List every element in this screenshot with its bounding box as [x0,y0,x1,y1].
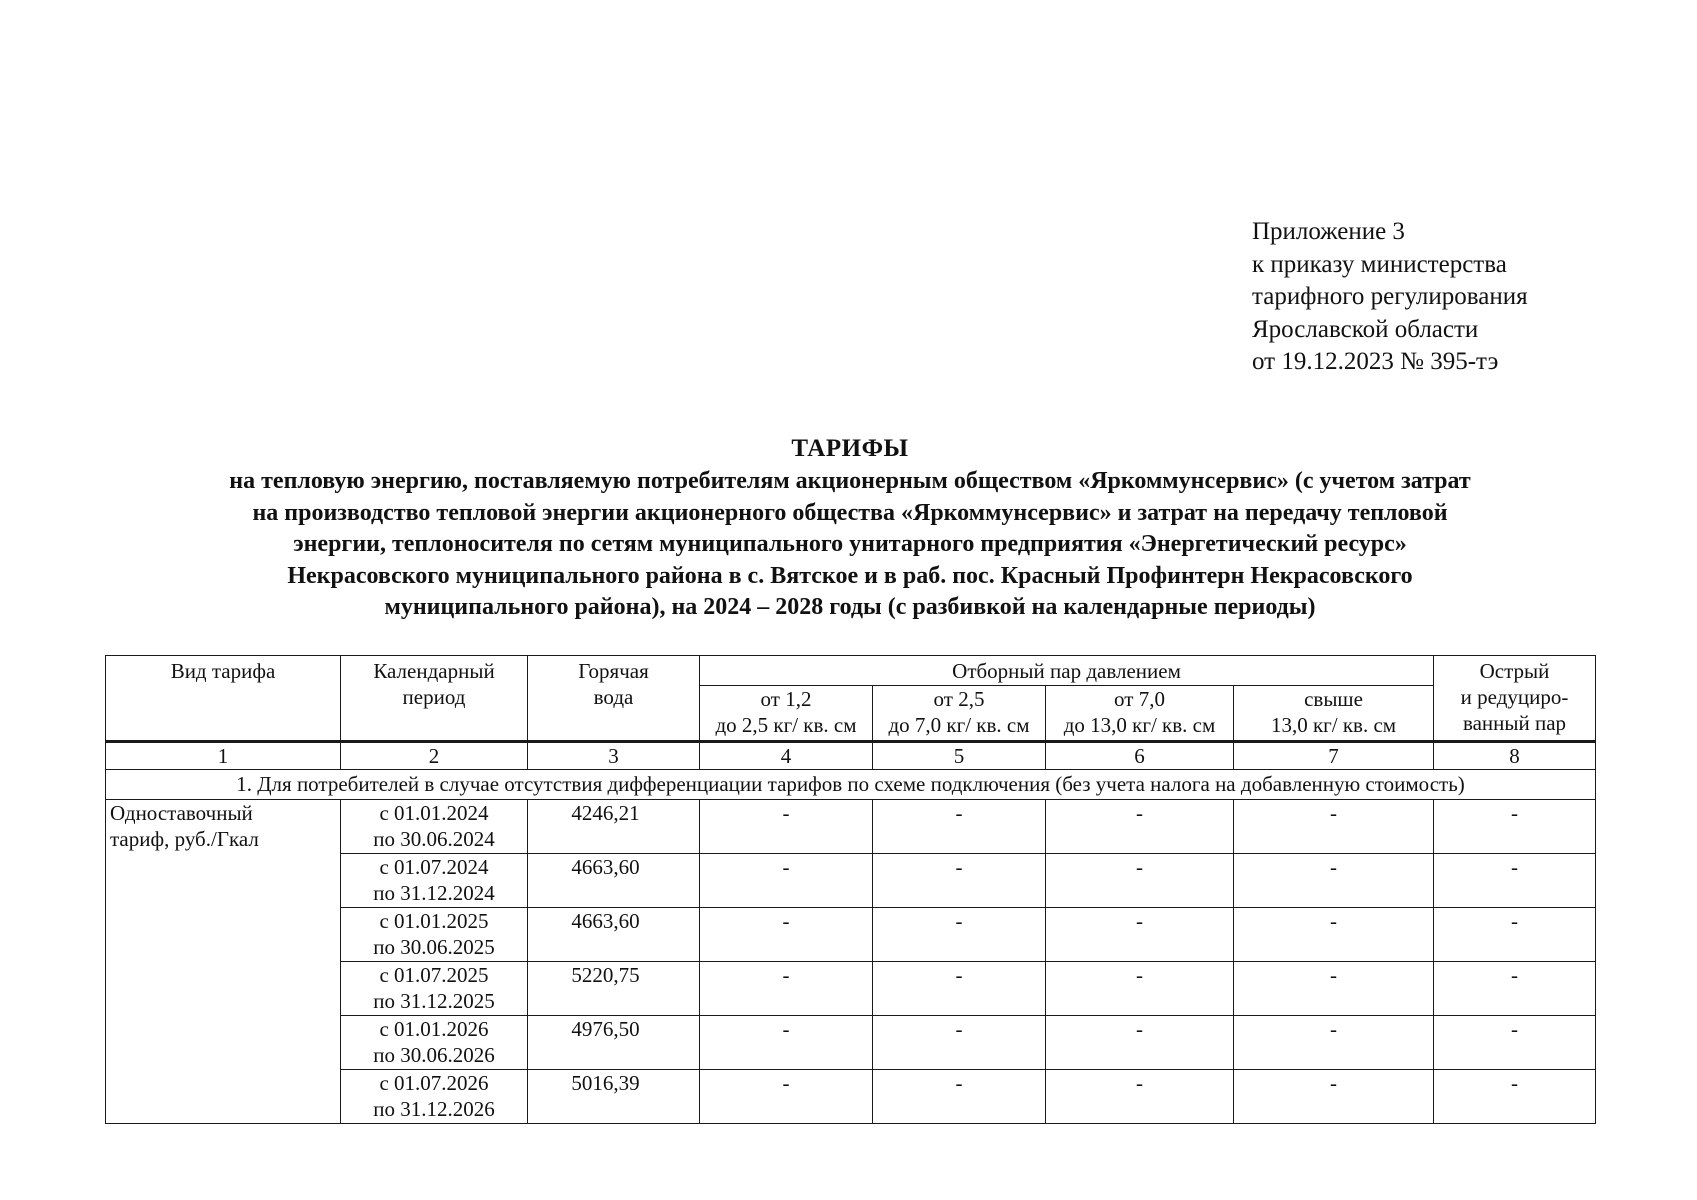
period-cell [341,800,528,854]
column-number: 2 [341,742,528,770]
period-from: с 01.07.2024 [379,855,489,879]
column-number: 3 [528,742,700,770]
header-period-line: Календарный [373,659,495,683]
steam-3-value: - [1046,962,1234,1016]
header-steam-3 [1046,686,1234,742]
header-sharp-line: ванный пар [1462,711,1567,735]
column-number: 5 [873,742,1046,770]
steam-1-value: - [700,908,873,962]
steam-3-value: - [1046,800,1234,854]
header-period-line: период [402,685,466,709]
appendix-line: к приказу министерства [1252,250,1507,278]
header-steam-line: свыше [1304,687,1363,711]
appendix-block [1252,216,1528,379]
section-title: 1. Для потребителей в случае отсутствия дифференциации тарифов по схеме подключения (без учета налога на добавленную стоимость) [106,770,1596,800]
appendix-line: тарифного регулирования [1252,283,1528,310]
period-cell [341,962,528,1016]
header-steam-line: 13,0 кг/ кв. см [1270,713,1397,737]
sharp-steam-value: - [1434,908,1596,962]
steam-3-value: - [1046,1016,1234,1070]
header-sharp-line: и редуциро- [1460,685,1569,709]
appendix-line: Ярославской области [1252,315,1479,343]
steam-4-value: - [1234,1070,1434,1124]
period-cell [341,1070,528,1124]
period-cell [341,854,528,908]
header-steam-line: от 2,5 [933,687,985,711]
steam-2-value: - [873,1070,1046,1124]
sharp-steam-value: - [1434,800,1596,854]
steam-4-value: - [1234,908,1434,962]
steam-2-value: - [873,1016,1046,1070]
hot-water-value: 4663,60 [528,854,700,908]
subtitle-line: энергии, теплоносителя по сетям муниципального унитарного предприятия «Энергетический ресурс» [293,531,1407,557]
header-sharp-line: Острый [1479,659,1550,683]
document-subtitle [80,466,1620,624]
header-steam-2 [873,686,1046,742]
column-number: 8 [1434,742,1596,770]
header-hot-water [528,656,700,742]
period-from: с 01.07.2025 [379,963,489,987]
header-hot-water-line: вода [593,685,634,709]
steam-4-value: - [1234,962,1434,1016]
header-steam-4 [1234,686,1434,742]
header-hot-water-line: Горячая [578,659,649,683]
header-steam-line: до 2,5 кг/ кв. см [715,713,857,737]
period-from: с 01.07.2026 [379,1071,489,1095]
sharp-steam-value: - [1434,1016,1596,1070]
header-sharp-steam [1434,656,1596,742]
appendix-line: Приложение 3 [1252,218,1405,245]
hot-water-value: 4976,50 [528,1016,700,1070]
header-steam-line: от 7,0 [1114,687,1165,711]
header-row [106,656,1596,686]
column-number: 4 [700,742,873,770]
header-steam-1 [700,686,873,742]
period-to: по 31.12.2024 [373,881,495,905]
hot-water-value: 4246,21 [528,800,700,854]
header-tariff-type: Вид тарифа [106,656,341,742]
period-to: по 31.12.2025 [373,989,495,1013]
steam-2-value: - [873,800,1046,854]
period-from: с 01.01.2024 [379,801,489,825]
period-to: по 31.12.2026 [373,1097,495,1121]
subtitle-line: на тепловую энергию, поставляемую потребителям акционерным обществом «Яркоммунсервис» (с учетом затрат [229,468,1471,494]
steam-4-value: - [1234,800,1434,854]
document-title: ТАРИФЫ [791,435,909,462]
period-from: с 01.01.2025 [379,909,489,933]
header-steam-line: до 13,0 кг/ кв. см [1063,713,1216,737]
sharp-steam-value: - [1434,962,1596,1016]
document-heading [80,432,1620,624]
period-from: с 01.01.2026 [379,1017,489,1041]
steam-1-value: - [700,854,873,908]
column-number: 7 [1234,742,1434,770]
period-cell [341,1016,528,1070]
header-steam-line: от 1,2 [760,687,812,711]
subtitle-line: на производство тепловой энергии акционерного общества «Яркоммунсервис» и затрат на передачу тепловой [252,499,1448,526]
steam-4-value: - [1234,854,1434,908]
steam-1-value: - [700,1070,873,1124]
column-number: 6 [1046,742,1234,770]
header-period [341,656,528,742]
period-cell [341,908,528,962]
tariff-type-line: тариф, руб./Гкал [110,827,259,851]
hot-water-value: 5016,39 [528,1070,700,1124]
steam-2-value: - [873,962,1046,1016]
header-steam-line: до 7,0 кг/ кв. см [888,713,1030,737]
steam-4-value: - [1234,1016,1434,1070]
header-steam-group: Отборный пар давлением [700,656,1434,686]
subtitle-line: Некрасовского муниципального района в с. Вятское и в раб. пос. Красный Профинтерн Некрасовского [287,562,1413,589]
column-number-row [106,742,1596,770]
period-to: по 30.06.2025 [373,935,495,959]
tariff-type-line: Одноставочный [110,801,253,825]
period-to: по 30.06.2026 [373,1043,495,1067]
steam-2-value: - [873,854,1046,908]
tariff-type-cell [106,800,341,1124]
section-row [106,770,1596,800]
table-row [106,800,1596,854]
steam-3-value: - [1046,908,1234,962]
period-to: по 30.06.2024 [373,827,495,851]
steam-1-value: - [700,800,873,854]
steam-3-value: - [1046,854,1234,908]
hot-water-value: 4663,60 [528,908,700,962]
subtitle-line: муниципального района), на 2024 – 2028 годы (с разбивкой на календарные периоды) [384,594,1316,620]
sharp-steam-value: - [1434,854,1596,908]
steam-2-value: - [873,908,1046,962]
appendix-line: от 19.12.2023 № 395-тэ [1252,348,1499,375]
steam-3-value: - [1046,1070,1234,1124]
steam-1-value: - [700,1016,873,1070]
steam-1-value: - [700,962,873,1016]
hot-water-value: 5220,75 [528,962,700,1016]
sharp-steam-value: - [1434,1070,1596,1124]
column-number: 1 [106,742,341,770]
tariff-table [105,655,1596,1124]
